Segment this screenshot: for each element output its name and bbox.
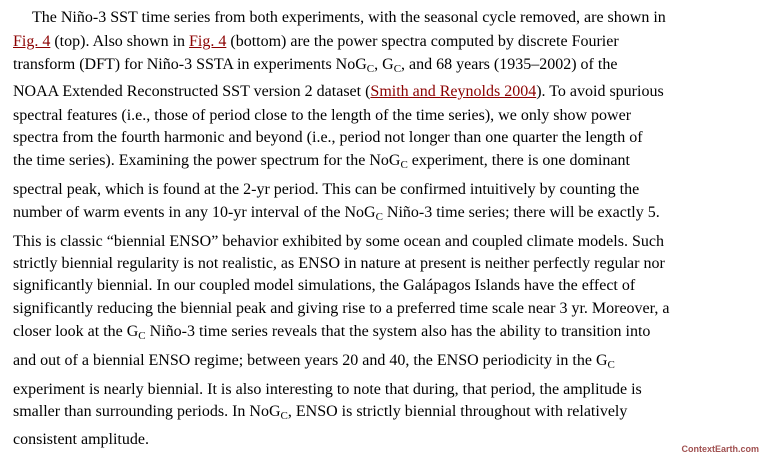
text-line: [32, 9, 666, 27]
text-line: [13, 56, 617, 74]
text-span: and out of a biennial ENSO regime; between years 20 and 40, the ENSO periodicity in the G: [13, 352, 608, 369]
text-span: spectral features (i.e., those of period close to the length of the time series), we only show power: [13, 107, 632, 124]
text-span: NOAA Extended Reconstructed SST version 2 dataset (: [13, 83, 371, 100]
text-span: spectra from the fourth harmonic and beyond (i.e., period not longer than one quarter the length of: [13, 129, 643, 146]
text-line: [13, 204, 660, 222]
text-line: [13, 233, 664, 251]
subscript: C: [400, 159, 408, 171]
text-line: [13, 181, 639, 199]
text-line: [13, 381, 642, 399]
text-line: [13, 107, 631, 125]
text-span: transform (DFT) for Niño-3 SSTA in experiments NoG: [13, 56, 367, 73]
text-line: [13, 323, 650, 341]
fig-4-link[interactable]: Fig. 4: [13, 33, 51, 50]
text-span: This is classic “biennial ENSO” behavior exhibited by some ocean and coupled climate models. Such: [13, 233, 664, 250]
text-line: [13, 300, 669, 318]
text-line: [13, 255, 665, 273]
text-line: [13, 352, 615, 370]
text-span: , ENSO is strictly biennial throughout with relatively: [287, 403, 628, 420]
text-span: closer look at the G: [13, 323, 139, 340]
text-span: experiment, there is one dominant: [407, 152, 630, 169]
text-span: experiment is nearly biennial. It is also interesting to note that during, that period, the amplitude is: [13, 381, 642, 398]
text-span: The Niño-3 SST time series from both experiments, with the seasonal cycle removed, are shown in: [32, 9, 666, 26]
text-span: significantly biennial. In our coupled model simulations, the Galápagos Islands have the effect of: [13, 277, 636, 294]
text-span: , G: [374, 56, 394, 73]
text-span: strictly biennial regularity is not realistic, as ENSO in nature at present is neither perfectly regular nor: [13, 255, 665, 272]
fig-4-link[interactable]: Fig. 4: [189, 33, 227, 50]
text-line: [13, 83, 664, 101]
text-line: [13, 33, 619, 51]
subscript: C: [393, 63, 402, 75]
subscript: C: [138, 330, 146, 342]
text-span: number of warm events in any 10-yr interval of the NoG: [13, 204, 376, 221]
text-line: [13, 431, 149, 449]
subscript: C: [607, 359, 615, 371]
text-span: ). To avoid spurious: [536, 83, 664, 100]
text-line: [13, 129, 643, 147]
text-line: [13, 277, 635, 295]
text-span: (bottom) are the power spectra computed by discrete Fourier: [226, 33, 619, 50]
text-span: smaller than surrounding periods. In NoG: [13, 403, 281, 420]
subscript: C: [280, 410, 288, 422]
text-span: the time series). Examining the power spectrum for the NoG: [13, 152, 401, 169]
text-span: significantly reducing the biennial peak and giving rise to a preferred time scale near 3 yr. Moreover, a: [13, 300, 670, 317]
text-span: Niño-3 time series reveals that the system also has the ability to transition into: [145, 323, 651, 340]
text-span: consistent amplitude.: [13, 431, 149, 448]
subscript: C: [375, 211, 383, 223]
reference-link[interactable]: Smith and Reynolds 2004: [370, 83, 537, 100]
subscript: C: [366, 63, 375, 75]
text-span: , and 68 years (1935–2002) of the: [401, 56, 618, 73]
text-span: spectral peak, which is found at the 2-yr period. This can be confirmed intuitively by counting the: [13, 181, 640, 198]
text-line: [13, 403, 627, 421]
text-line: [13, 152, 630, 170]
text-span: (top). Also shown in: [50, 33, 190, 50]
watermark: ContextEarth.com: [681, 444, 759, 454]
text-span: Niño-3 time series; there will be exactly 5.: [382, 204, 660, 221]
